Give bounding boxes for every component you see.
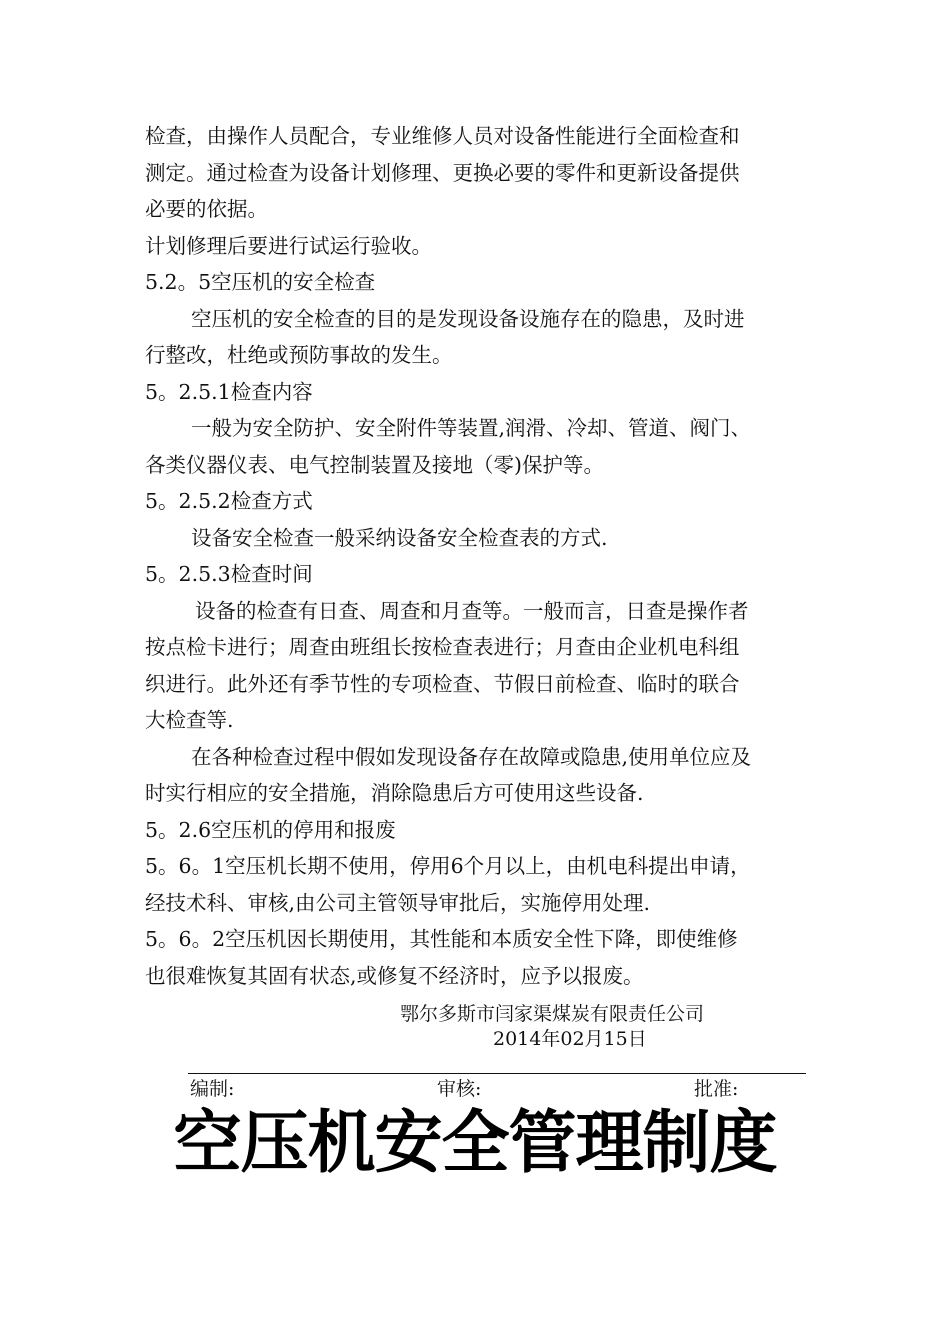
signature-block bbox=[400, 1002, 704, 1052]
compiled-by-label: 编制: bbox=[190, 1078, 235, 1100]
divider-line bbox=[188, 1073, 806, 1074]
body-line: 检查，由操作人员配合，专业维修人员对设备性能进行全面检查和 bbox=[145, 124, 740, 148]
body-line: 5。2.5.1检查内容 bbox=[145, 379, 313, 404]
body-line: 大检查等. bbox=[145, 708, 234, 732]
body-line: 计划修理后要进行试运行验收。 bbox=[145, 233, 432, 258]
body-line: 时实行相应的安全措施，消除隐患后方可使用这些设备. bbox=[145, 781, 644, 805]
body-line: 测定。通过检查为设备计划修理、更换必要的零件和更新设备提供 bbox=[145, 160, 740, 185]
body-line: 必要的依据。 bbox=[145, 197, 268, 221]
body-line: 设备安全检查一般采纳设备安全检查表的方式. bbox=[191, 525, 608, 550]
document-body bbox=[145, 118, 813, 994]
body-line: 5。2.6空压机的停用和报废 bbox=[145, 817, 396, 842]
signature-date: 2014年02月15日 bbox=[493, 1028, 647, 1050]
body-line: 5。2.5.3检查时间 bbox=[145, 562, 313, 586]
document-title: 空压机安全管理制度 bbox=[173, 1104, 777, 1183]
reviewed-by-label: 审核: bbox=[437, 1078, 482, 1100]
body-line: 5.2。5空压机的安全检查 bbox=[145, 270, 376, 294]
body-line: 5。2.5.2检查方式 bbox=[145, 489, 313, 513]
body-line: 5。6。2空压机因长期使用，其性能和本质安全性下降，即使维修 bbox=[145, 927, 738, 951]
body-line: 各类仪器仪表、电气控制装置及接地（零)保护等。 bbox=[145, 452, 604, 477]
body-line: 按点检卡进行；周查由班组长按检查表进行；月查由企业机电科组 bbox=[145, 635, 740, 659]
approved-by-label: 批准: bbox=[694, 1078, 739, 1100]
body-line: 设备的检查有日查、周查和月查等。一般而言，日查是操作者 bbox=[195, 598, 749, 623]
company-name: 鄂尔多斯市闫家渠煤炭有限责任公司 bbox=[400, 1003, 705, 1025]
body-line: 5。6。1空压机长期不使用，停用6个月以上，由机电科提出申请， bbox=[145, 854, 751, 878]
body-line: 经技术科、审核,由公司主管领导审批后，实施停用处理. bbox=[145, 890, 651, 915]
body-line: 织进行。此外还有季节性的专项检查、节假日前检查、临时的联合 bbox=[145, 671, 740, 696]
body-line: 也很难恢复其固有状态,或修复不经济时，应予以报废。 bbox=[145, 963, 644, 988]
body-line: 行整改，杜绝或预防事故的发生。 bbox=[145, 343, 453, 367]
body-line: 在各种检查过程中假如发现设备存在故障或隐患,使用单位应及 bbox=[191, 744, 752, 769]
body-line: 一般为安全防护、安全附件等装置,润滑、冷却、管道、阀门、 bbox=[191, 416, 752, 440]
body-line: 空压机的安全检查的目的是发现设备设施存在的隐患，及时进 bbox=[191, 306, 745, 331]
